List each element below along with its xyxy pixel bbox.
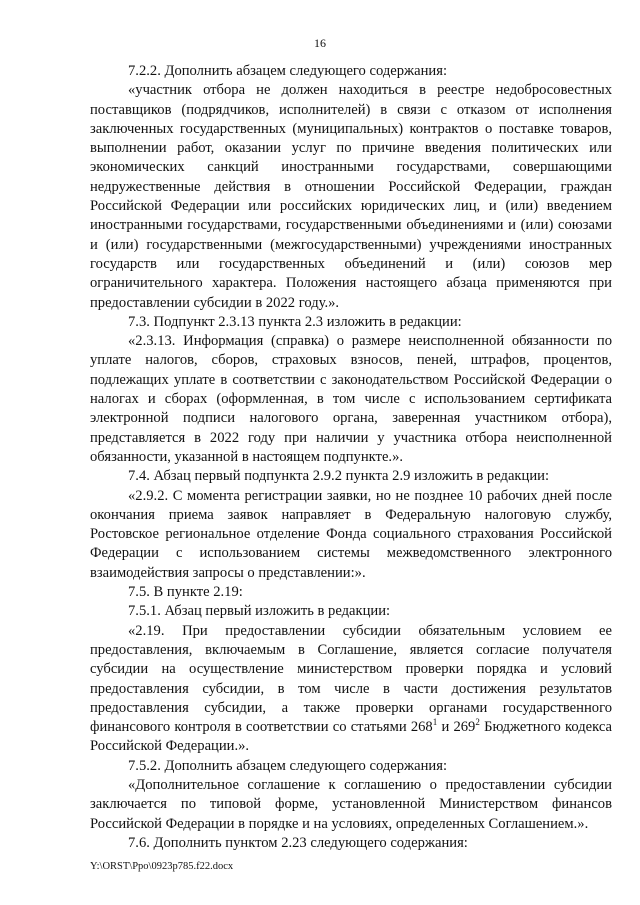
footer-file-path: Y:\ORST\Ppo\0923p785.f22.docx [90,861,234,872]
paragraph-7-4: 7.4. Абзац первый подпункта 2.9.2 пункта 2.9 изложить в редакции: [128,468,549,485]
paragraph-7-5: 7.5. В пункте 2.19: [128,584,243,601]
document-body [90,62,612,853]
paragraph-2-3-13: «2.3.13. Информация (справка) о размере неисполненной обязанности по уплате налогов, сборов, страховых взносов, пеней, штрафов, процентов, подлежащих уплате в соответствии с законодательством Российской Федерации о налогах и сборах (оформленная, в том числе с использованием сертификата электронной подписи налогового органа, заверенная участником отбора), представляется в 2022 году при наличии у участника отбора неисполненной обязанности, указанной в настоящем подпункте.». [90,333,612,465]
paragraph-7-6: 7.6. Дополнить пунктом 2.23 следующего содержания: [128,834,468,851]
paragraph-7-5-2: 7.5.2. Дополнить абзацем следующего содержания: [128,757,448,774]
page-number: 16 [314,36,326,50]
paragraph-2-19-text: «2.19. При предоставлении субсидии обязательным условием ее предоставления, включаемым в Соглашение, является согласие получателя субсидии на осуществление министерством проверки порядка и условий предоставления субсидии, в том числе в части достижения результатов предоставления субсидии, а также проверки органами государственного финансового контроля в соответствии со статьями 268 [90,622,612,736]
paragraph-participant-registry: «участник отбора не должен находиться в реестре недобросовестных поставщиков (подрядчиков, исполнителей) в связи с отказом от исполнения заключенных государственных (муниципальных) контрактов о поставке товаров, выполнении работ, оказании услуг по причине введения политических или экономических санкций иностранными государствами, совершающими недружественные действия в отношении Российской Федерации, граждан Российской Федерации или российских юридических лиц, и (или) введением иностранными государствами, государственными объединениями и (или) союзами и (или) государственными (межгосударственными) учреждениями иностранных государств или государственных объединений и (или) союзов мер ограничительного характера. Положения настоящего абзаца применяются при предоставлении субсидии в 2022 году.». [90,82,612,311]
paragraph-7-2-2: 7.2.2. Дополнить абзацем следующего содержания: [128,63,448,79]
paragraph-7-3: 7.3. Подпункт 2.3.13 пункта 2.3 изложить в редакции: [128,313,462,330]
paragraph-2-9-2: «2.9.2. С момента регистрации заявки, но не позднее 10 рабочих дней после окончания приема заявок направляет в Федеральную налоговую службу, Ростовское региональное отделение Фонда социального страхования Российской Федерации с использованием системы межведомственного электронного взаимодействия запросы о представлении:». [90,487,612,581]
paragraph-additional-agreement: «Дополнительное соглашение к соглашению о предоставлении субсидии заключается по типовой форме, установленной Министерством финансов Российской Федерации в порядке и на условиях, определенных Соглашением.». [90,776,612,832]
superscript-1: 1 [432,717,438,728]
paragraph-2-19 [90,622,612,757]
paragraph-7-5-1: 7.5.1. Абзац первый изложить в редакции: [128,603,391,620]
paragraph-2-19-text-mid: и 269 [437,719,476,736]
paragraph-2-19-text-end: Бюджетного кодекса Российской Федерации.». [90,719,612,755]
superscript-2: 2 [475,717,480,728]
